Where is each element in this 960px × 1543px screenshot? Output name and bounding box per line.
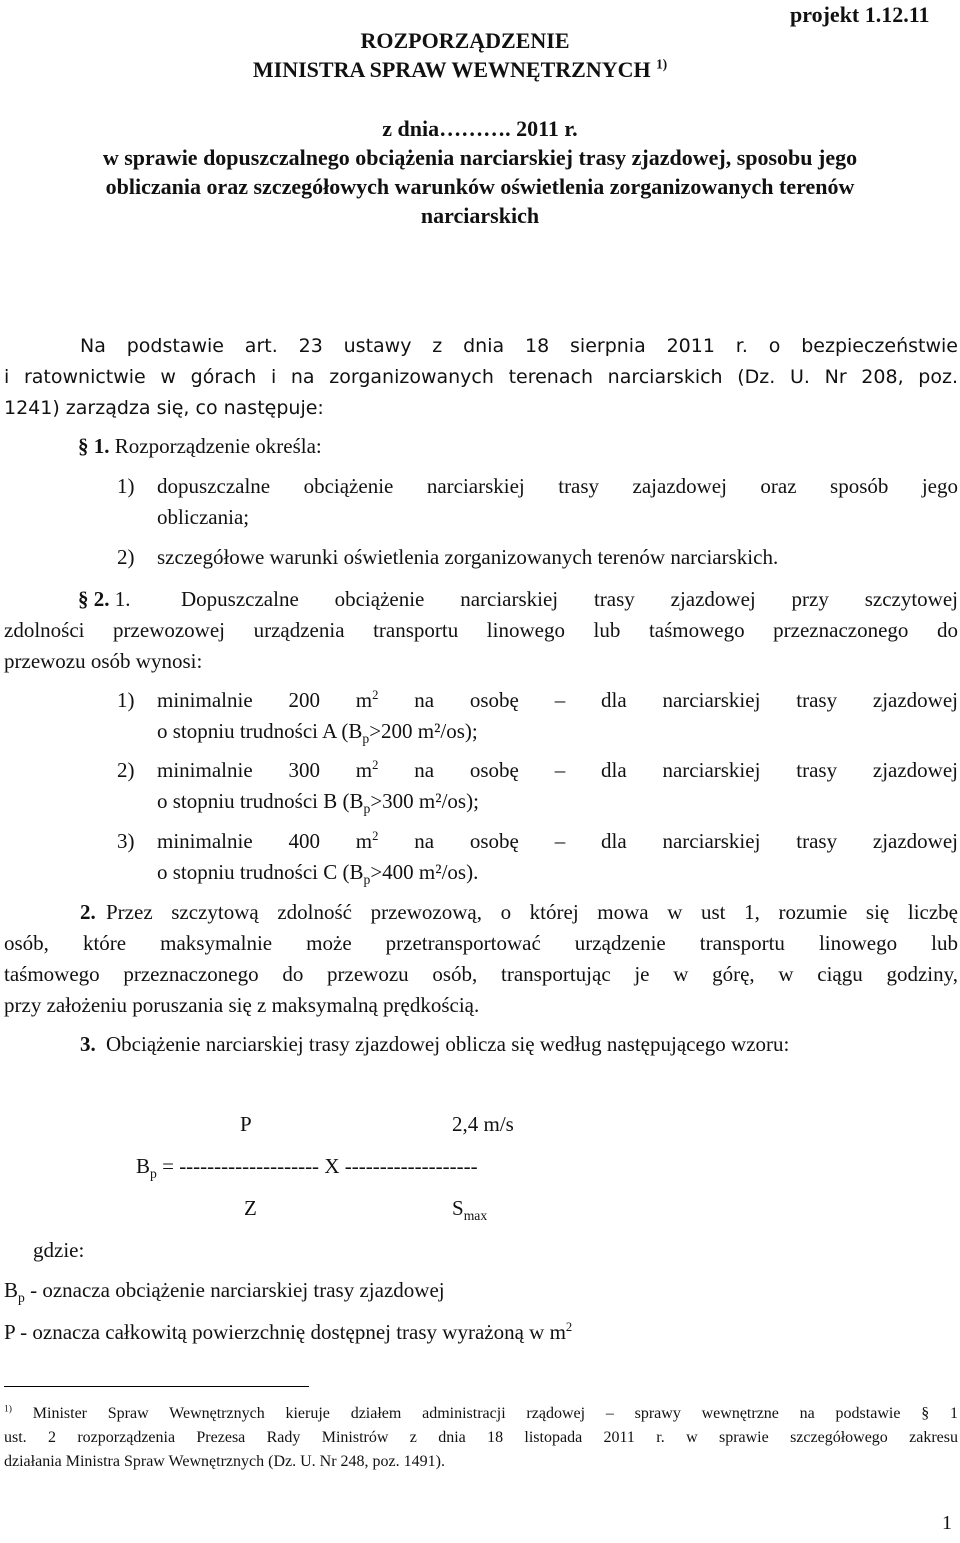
par2-ust2-line3: taśmowego przeznaczonego do przewozu osób, transportując je w górę, w ciągu godziny,	[4, 962, 958, 986]
point-1-line1	[157, 684, 958, 716]
subject-line-3: narciarskich	[420, 203, 540, 228]
footnote-line-3: działania Ministra Spraw Wewnętrznych (Dz. U. Nr 248, poz. 1491).	[4, 1453, 445, 1470]
point-2-line2-pre: o stopniu trudności B (B	[157, 789, 364, 813]
par1-item1-num: 1)	[117, 474, 135, 498]
par2-ust2-line4: przy założeniu poruszania się z maksymalną prędkością.	[4, 993, 480, 1017]
par1-heading	[78, 430, 322, 462]
date-line: z dnia………. 2011 r.	[382, 116, 578, 141]
point-3-num: 3)	[117, 829, 135, 853]
par2-ust2-line1: Przez szczytową zdolność przewozową, o której mowa w ust 1, rozumie się liczbę	[106, 900, 958, 924]
formula-equals: =	[162, 1154, 174, 1178]
point-1-line2-pre: o stopniu trudności A (B	[157, 719, 363, 743]
point-3-line2-post: >400 m²/os).	[370, 860, 479, 884]
def-bp-text: - oznacza obciążenie narciarskiej trasy zjazdowej	[24, 1278, 445, 1302]
footnote-line-2: ust. 2 rozporządzenia Prezesa Rady Ministrów z dnia 18 listopada 2011 r. w sprawie szczegółowego zakresu	[4, 1429, 958, 1446]
par2-ust1-line2: zdolności przewozowej urządzenia transportu linowego lub taśmowego przeznaczonego do	[4, 618, 958, 642]
par2-ust1-num: 1.	[114, 587, 131, 611]
point-3-line1	[157, 825, 958, 857]
point-3-rest: na osobę – dla narciarskiej trasy zjazdowej	[378, 829, 958, 853]
point-2-sup: 2	[372, 758, 379, 772]
def-bp-sub: p	[18, 1290, 25, 1306]
footnote-line-1	[4, 1402, 958, 1426]
formula-smax-sub: max	[463, 1208, 488, 1224]
preamble-line-2: i ratownictwie w górach i na zorganizowanych terenach narciarskich (Dz. U. Nr 208, poz.	[4, 366, 958, 388]
title-line-2	[180, 57, 740, 83]
definition-p	[4, 1316, 572, 1348]
par1-item1-line2: obliczania;	[157, 505, 250, 529]
point-3-sub: p	[363, 872, 371, 888]
par1-item2-num: 2)	[117, 545, 135, 569]
point-1-rest: na osobę – dla narciarskiej trasy zjazdowej	[378, 688, 958, 712]
formula-line	[136, 1150, 478, 1182]
par1-item2-text: szczegółowe warunki oświetlenia zorganizowanych terenów narciarskich.	[157, 545, 779, 569]
point-2-line2	[157, 785, 479, 817]
formula-times: X	[324, 1154, 340, 1178]
subject-line-1: w sprawie dopuszczalnego obciążenia narciarskiej trasy zjazdowej, sposobu jego	[102, 145, 858, 170]
formula-lhs-sub: p	[150, 1166, 157, 1182]
footnote-separator	[4, 1386, 309, 1387]
where-label: gdzie:	[33, 1238, 85, 1262]
footnote-mark: 1)	[4, 1403, 12, 1415]
par2-number: § 2.	[78, 587, 110, 611]
par2-ust1-line1: Dopuszczalne obciążenie narciarskiej trasy zjazdowej przy szczytowej	[181, 587, 958, 611]
formula-den-left: Z	[244, 1196, 257, 1220]
preamble-line-3: 1241) zarządza się, co następuje:	[4, 397, 324, 419]
def-bp-main: B	[4, 1278, 19, 1302]
par2-ust2-num: 2.	[80, 900, 96, 924]
point-2-text: minimalnie 300 m	[157, 758, 373, 782]
definition-bp	[4, 1274, 445, 1306]
formula-fraction-bar-right: -------------------	[344, 1154, 478, 1178]
par1-intro: Rozporządzenie określa:	[114, 434, 322, 458]
point-3-line2-pre: o stopniu trudności C (B	[157, 860, 364, 884]
par1-number: § 1.	[78, 434, 110, 458]
par2-ust1-line3: przewozu osób wynosi:	[4, 649, 203, 673]
par2-ust2-line2: osób, które maksymalnie może przetransportować urządzenie transportu linowego lub	[4, 931, 958, 955]
footnote-text-1: Minister Spraw Wewnętrznych kieruje działem administracji rządowej – sprawy wewnętrzne na podstawie § 1	[32, 1405, 958, 1422]
formula-lhs: B	[136, 1154, 151, 1178]
point-2-line2-post: >300 m²/os);	[370, 789, 479, 813]
point-1-text: minimalnie 200 m	[157, 688, 373, 712]
title-text: MINISTRA SPRAW WEWNĘTRZNYCH	[252, 57, 651, 82]
point-2-rest: na osobę – dla narciarskiej trasy zjazdowej	[378, 758, 958, 782]
point-3-line2	[157, 856, 478, 888]
project-label: projekt 1.12.11	[790, 2, 930, 27]
point-1-line2	[157, 715, 478, 747]
formula-num-right: 2,4 m/s	[452, 1112, 514, 1136]
par1-item1-line1: dopuszczalne obciążenie narciarskiej trasy zajazdowej oraz sposób jego	[157, 474, 958, 498]
subject-line-2: obliczania oraz szczegółowych warunków oświetlenia zorganizowanych terenów	[105, 174, 855, 199]
point-2-sub: p	[363, 801, 371, 817]
point-1-num: 1)	[117, 688, 135, 712]
title-line-1: ROZPORZĄDZENIE	[360, 28, 570, 53]
def-p-text: P - oznacza całkowitą powierzchnię dostępnej trasy wyrażoną w m	[4, 1320, 566, 1344]
formula-den-right	[452, 1192, 487, 1224]
formula-smax: S	[452, 1196, 464, 1220]
point-1-line2-post: >200 m²/os);	[369, 719, 478, 743]
point-1-sup: 2	[372, 688, 379, 702]
formula-fraction-bar-left: --------------------	[179, 1154, 320, 1178]
title-footnote-mark: 1)	[656, 56, 668, 72]
formula-num-left: P	[240, 1112, 252, 1136]
par2-heading	[78, 583, 131, 615]
point-2-line1	[157, 754, 958, 786]
par2-ust3-num: 3.	[80, 1032, 96, 1056]
par2-ust3-text: Obciążenie narciarskiej trasy zjazdowej oblicza się według następującego wzoru:	[106, 1032, 790, 1056]
point-2-num: 2)	[117, 758, 135, 782]
point-1-sub: p	[362, 731, 370, 747]
preamble-line-1: Na podstawie art. 23 ustawy z dnia 18 sierpnia 2011 r. o bezpieczeństwie	[80, 335, 958, 357]
page-number: 1	[942, 1512, 952, 1534]
def-p-sup: 2	[565, 1320, 573, 1334]
point-3-sup: 2	[372, 829, 379, 843]
point-3-text: minimalnie 400 m	[157, 829, 373, 853]
